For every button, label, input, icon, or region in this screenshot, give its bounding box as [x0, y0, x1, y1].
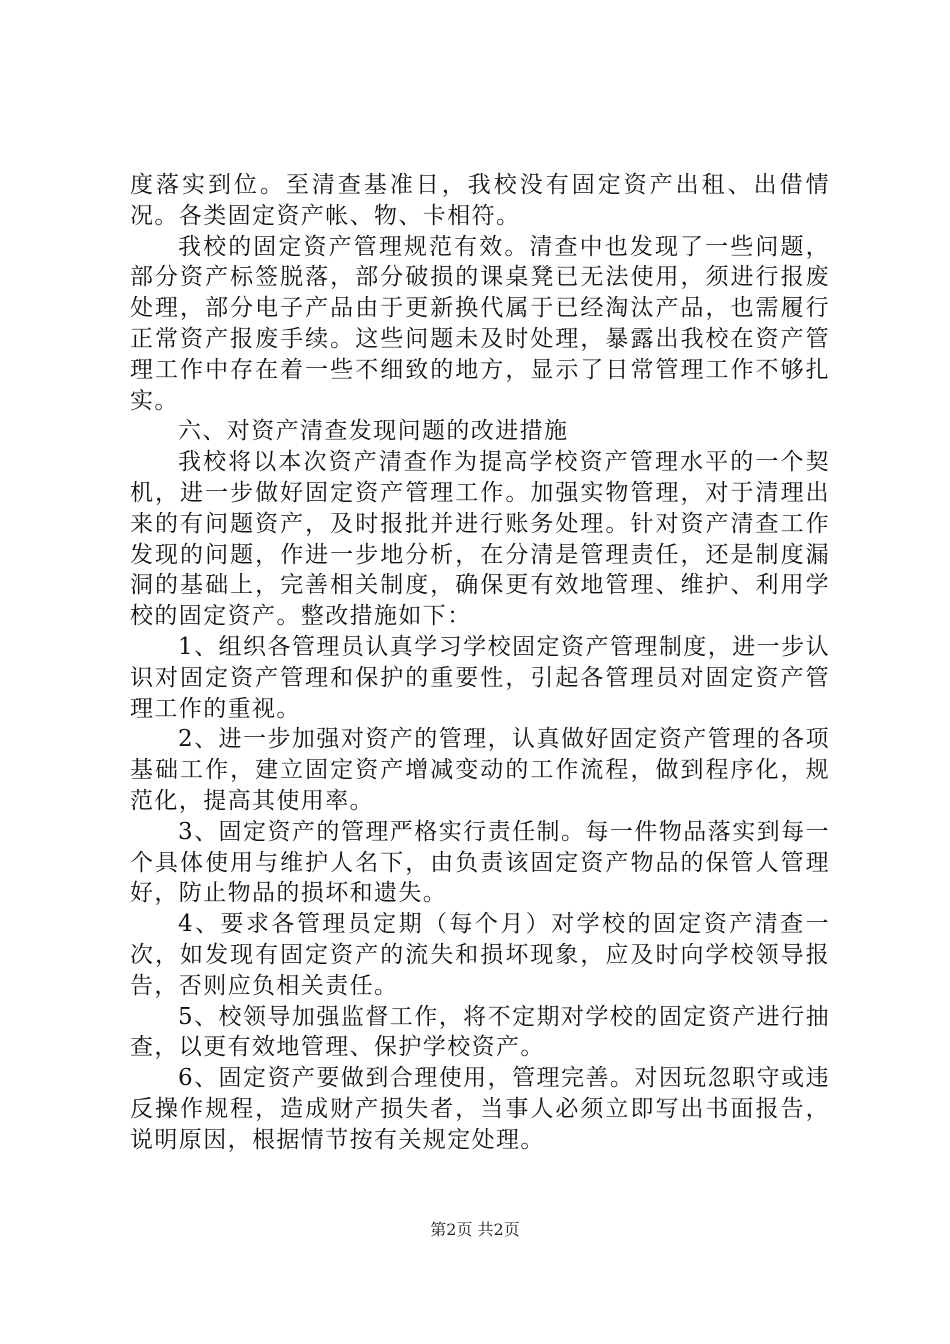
- paragraph-findings: 我校的固定资产管理规范有效。清查中也发现了一些问题，部分资产标签脱落，部分破损的课桌凳已无法使用，须进行报废处理，部分电子产品由于更新换代属于已经淘汰产品，也需履行正常资产报废手续。这些问题未及时处理，暴露出我校在资产管理工作中存在着一些不细致的地方，显示了日常管理工作不够扎实。: [130, 233, 830, 414]
- list-item-measure-5: 5、校领导加强监督工作，将不定期对学校的固定资产进行抽查，以更有效地管理、保护学校资产。: [130, 1003, 830, 1061]
- paragraph-measures-intro: 我校将以本次资产清查作为提高学校资产管理水平的一个契机，进一步做好固定资产管理工作。加强实物管理，对于清理出来的有问题资产，及时报批并进行账务处理。针对资产清查工作发现的问题，作进一步地分析，在分清是管理责任，还是制度漏洞的基础上，完善相关制度，确保更有效地管理、维护、利用学校的固定资产。整改措施如下：: [130, 449, 830, 630]
- document-body: [130, 170, 830, 1156]
- list-item-measure-2: 2、进一步加强对资产的管理，认真做好固定资产管理的各项基础工作，建立固定资产增减变动的工作流程，做到程序化，规范化，提高其使用率。: [130, 726, 830, 814]
- list-item-measure-4: 4、要求各管理员定期（每个月）对学校的固定资产清查一次，如发现有固定资产的流失和损坏现象，应及时向学校领导报告，否则应负相关责任。: [130, 911, 830, 999]
- list-item-measure-3: 3、固定资产的管理严格实行责任制。每一件物品落实到每一个具体使用与维护人名下，由负责该固定资产物品的保管人管理好，防止物品的损坏和遗失。: [130, 818, 830, 907]
- section-heading: 六、对资产清查发现问题的改进措施: [178, 418, 569, 445]
- list-item-measure-1: 1、组织各管理员认真学习学校固定资产管理制度，进一步认识对固定资产管理和保护的重要性，引起各管理员对固定资产管理工作的重视。: [130, 633, 830, 722]
- page-number-footer: 第2页 共2页: [430, 1220, 520, 1239]
- list-item-measure-6: 6、固定资产要做到合理使用，管理完善。对因玩忽职守或违反操作规程，造成财产损失者，当事人必须立即写出书面报告，说明原因，根据情节按有关规定处理。: [130, 1065, 830, 1153]
- paragraph-continuation: 度落实到位。至清查基准日，我校没有固定资产出租、出借情况。各类固定资产帐、物、卡相符。: [130, 172, 830, 229]
